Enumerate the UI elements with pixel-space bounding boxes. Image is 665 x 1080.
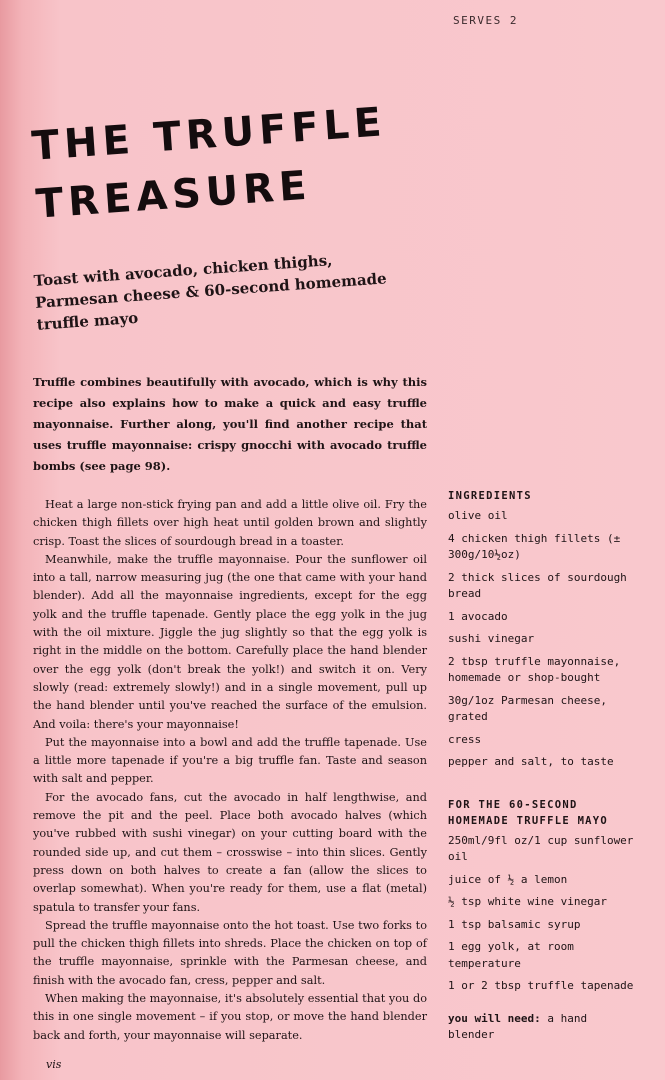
title-line-1: THE TRUFFLE bbox=[30, 99, 388, 170]
mayo-ingredient-item: ½ tsp white wine vinegar bbox=[448, 895, 607, 908]
mayo-ingredient-item: 1 egg yolk, at room temperature bbox=[448, 940, 574, 970]
serves-label: SERVES 2 bbox=[453, 14, 518, 27]
ingredient-item: 4 chicken thigh fillets (± 300g/10½oz) bbox=[448, 531, 621, 561]
ingredient-item: cress bbox=[448, 732, 482, 746]
equipment-note bbox=[448, 1011, 640, 1044]
method-text bbox=[33, 496, 427, 1045]
recipe-subtitle: Toast with avocado, chicken thighs, Parmesan cheese & 60-second homemade truffle mayo bbox=[33, 251, 388, 334]
ingredient-item: 30g/1oz Parmesan cheese, grated bbox=[448, 693, 607, 723]
method-paragraph: Heat a large non-stick frying pan and add a little olive oil. Fry the chicken thigh fillets over high heat until golden brown and slightly crisp. Toast the slices of sourdough bread in a toaster. bbox=[33, 498, 427, 548]
page-number: vis bbox=[46, 1058, 62, 1071]
method-paragraph: For the avocado fans, cut the avocado in half lengthwise, and remove the pit and the peel. Place both avocado halves (which you've rubbed with sushi vinegar) on your cutting board with the rounded side up, and cut them – crosswise – into thin slices. Gently press down on both halves to create a fan (allow the slices to overlap somewhat). When you're ready for them, use a flat (metal) spatula to transfer your fans. bbox=[33, 790, 427, 914]
ingredients-heading: INGREDIENTS bbox=[448, 490, 532, 502]
ingredient-item: olive oil bbox=[448, 509, 508, 522]
ingredient-item: pepper and salt, to taste bbox=[448, 755, 614, 768]
ingredient-item: 2 tbsp truffle mayonnaise, homemade or shop-bought bbox=[448, 654, 621, 684]
mayo-heading bbox=[448, 797, 640, 829]
mayo-ingredient-item: 250ml/9fl oz/1 cup sunflower oil bbox=[448, 833, 634, 863]
equipment-label: you will need: bbox=[448, 1011, 541, 1025]
method-paragraph: Spread the truffle mayonnaise onto the hot toast. Use two forks to pull the chicken thigh fillets into shreds. Place the chicken on top of the truffle mayonnaise, sprinkle with the Parmesan cheese, and finish with the avocado fan, cress, pepper and salt. bbox=[33, 918, 427, 987]
method-paragraph: When making the mayonnaise, it's absolutely essential that you do this in one single movement – if you stop, or move the hand blender back and forth, your mayonnaise will separate. bbox=[33, 992, 427, 1042]
ingredient-item: 1 avocado bbox=[448, 609, 508, 623]
ingredients-list bbox=[448, 508, 640, 771]
method-paragraph: Meanwhile, make the truffle mayonnaise. Pour the sunflower oil into a tall, narrow measuring jug (the one that came with your hand blender). Add all the mayonnaise ingredients, except for the egg yolk and the truffle tapenade. Gently place the egg yolk in the jug with the oil mixture. Jiggle the jug slightly so that the egg yolk is right in the middle on the bottom. Carefully place the hand blender over the egg yolk (don't break the yolk!) and switch it on. Very slowly (read: extremely slowly!) and in a single movement, pull up the hand blender until you've reached the surface of the emulsion. And voila: there's your mayonnaise! bbox=[33, 552, 427, 731]
mayo-ingredients-list bbox=[448, 833, 640, 995]
ingredient-item: sushi vinegar bbox=[448, 632, 535, 645]
method-paragraph: Put the mayonnaise into a bowl and add the truffle tapenade. Use a little more tapenade if you're a big truffle fan. Taste and season with salt and pepper. bbox=[33, 735, 427, 786]
mayo-ingredient-item: juice of ½ a lemon bbox=[448, 872, 568, 886]
title-line-2: TREASURE bbox=[34, 162, 313, 228]
ingredients-column bbox=[448, 488, 640, 1044]
mayo-heading-line-1: FOR THE 60-SECOND bbox=[448, 798, 578, 811]
ingredient-item: 2 thick slices of sourdough bread bbox=[448, 570, 627, 600]
mayo-ingredient-item: 1 tsp balsamic syrup bbox=[448, 917, 581, 931]
intro-paragraph: Truffle combines beautifully with avocado, which is why this recipe also explains how to make a quick and easy truffle mayonnaise. Further along, you'll find another recipe that uses truffle mayonnaise: crispy gnocchi with avocado truffle bombs (see page 98). bbox=[33, 375, 427, 473]
recipe-title bbox=[30, 89, 457, 234]
mayo-ingredient-item: 1 or 2 tbsp truffle tapenade bbox=[448, 979, 634, 992]
mayo-heading-line-2: HOMEMADE TRUFFLE MAYO bbox=[448, 814, 609, 827]
equipment-text: a hand blender bbox=[448, 1011, 588, 1041]
